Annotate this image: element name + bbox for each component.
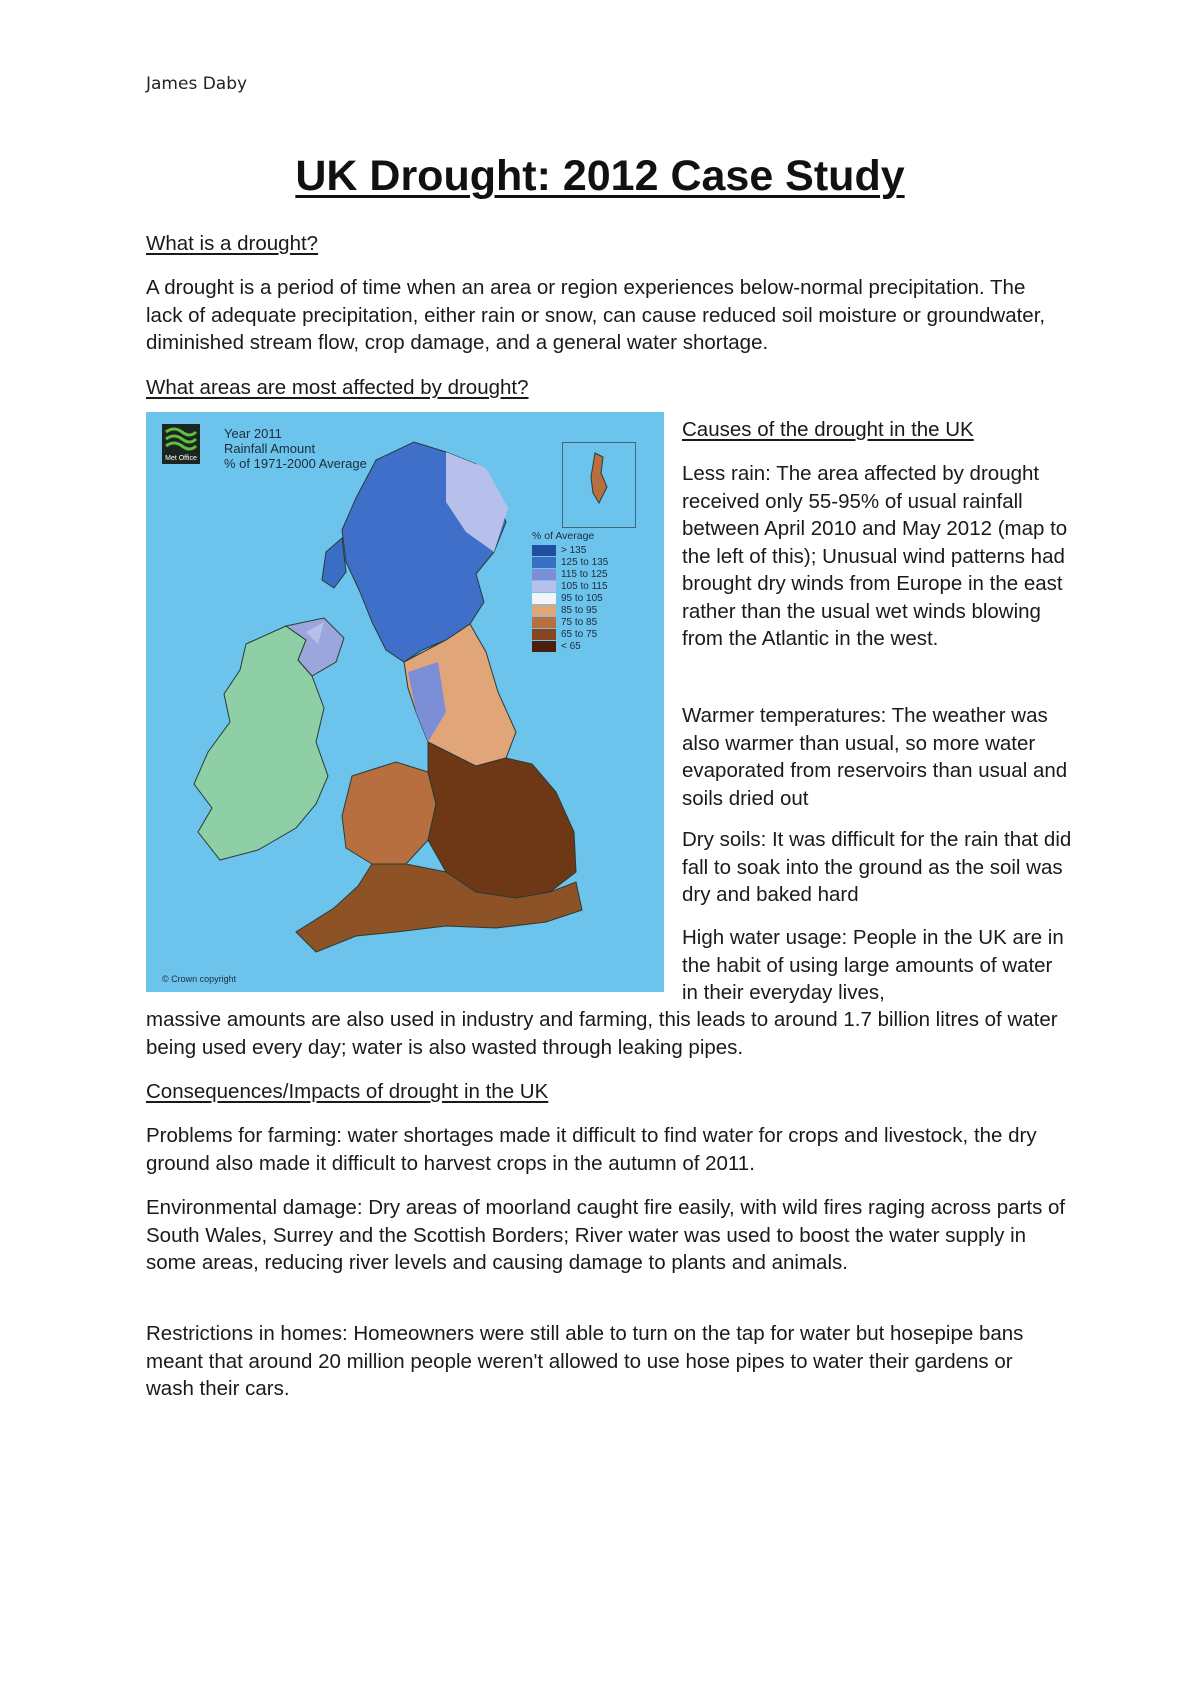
- map-label-line: Rainfall Amount: [224, 441, 316, 456]
- author-name: James Daby: [146, 74, 248, 94]
- heading-what-is-drought: What is a drought?: [146, 232, 319, 255]
- logo-waves-icon: [162, 424, 200, 452]
- paragraph-dry-soils: Dry soils: It was difficult for the rain that did fall to soak into the ground as the soil was dry and baked hard: [682, 828, 1072, 906]
- legend-item: [532, 616, 608, 628]
- legend-label: 115 to 125: [561, 568, 608, 580]
- page-title: UK Drought: 2012 Case Study: [295, 152, 905, 200]
- map-legend: [532, 530, 608, 652]
- legend-swatch: [532, 641, 556, 652]
- legend-item: [532, 640, 608, 652]
- legend-label: 75 to 85: [561, 616, 598, 628]
- paragraph-farming: Problems for farming: water shortages made it difficult to find water for crops and livestock, the dry ground also made it difficult to harvest crops in the autumn of 2011.: [146, 1124, 1037, 1175]
- paragraph-high-water-usage: High water usage: People in the UK are in the habit of using large amounts of water in their everyday lives,: [682, 926, 1064, 1004]
- legend-swatch: [532, 605, 556, 616]
- shetland-map-graphic: [563, 443, 635, 527]
- legend-swatch: [532, 593, 556, 604]
- heading-causes: Causes of the drought in the UK: [682, 418, 974, 441]
- rainfall-map: [146, 412, 664, 992]
- map-label-line: % of 1971-2000 Average: [224, 456, 367, 471]
- legend-title: % of Average: [532, 530, 595, 542]
- legend-label: 125 to 135: [561, 556, 609, 568]
- legend-swatch: [532, 557, 556, 568]
- legend-item: [532, 556, 608, 568]
- met-office-logo: [162, 424, 200, 464]
- legend-swatch: [532, 617, 556, 628]
- paragraph-less-rain: Less rain: The area affected by drought received only 55-95% of usual rainfall between April 2010 and May 2012 (map to the left of this); Unusual wind patterns had brought dry winds from Europe in the east rather than the usual wet winds blowing from the Atlantic in the west.: [682, 462, 1068, 650]
- legend-item: [532, 544, 608, 556]
- paragraph-environmental-damage: Environmental damage: Dry areas of moorland caught fire easily, with wild fires raging across parts of South Wales, Surrey and the Scottish Borders; River water was used to boost the water supply in some areas, reducing river levels and causing damage to plants and animals.: [146, 1196, 1066, 1274]
- legend-label: 85 to 95: [561, 604, 598, 616]
- legend-swatch: [532, 545, 556, 556]
- heading-areas-affected: What areas are most affected by drought?: [146, 376, 529, 399]
- legend-item: [532, 580, 608, 592]
- legend-label: 105 to 115: [561, 580, 608, 592]
- legend-swatch: [532, 569, 556, 580]
- legend-item: [532, 592, 608, 604]
- legend-swatch: [532, 581, 556, 592]
- map-label-line: Year 2011: [224, 426, 282, 441]
- paragraph-warmer-temperatures: Warmer temperatures: The weather was also warmer than usual, so more water evaporated from reservoirs than usual and soils dried out: [682, 704, 1068, 810]
- legend-label: 95 to 105: [561, 592, 603, 604]
- legend-label: > 135: [561, 544, 587, 556]
- legend-item: [532, 604, 608, 616]
- logo-text: Met Office: [165, 455, 197, 462]
- legend-label: < 65: [561, 640, 581, 652]
- map-copyright: © Crown copyright: [162, 974, 237, 984]
- heading-consequences: Consequences/Impacts of drought in the UK: [146, 1080, 549, 1103]
- legend-item: [532, 628, 608, 640]
- map-label: [224, 426, 367, 471]
- legend-label: 65 to 75: [561, 628, 598, 640]
- shetland-inset: [562, 442, 636, 528]
- paragraph-high-water-usage-continued: massive amounts are also used in industry and farming, this leads to around 1.7 billion litres of water being used every day; water is also wasted through leaking pipes.: [146, 1008, 1058, 1059]
- legend-item: [532, 568, 608, 580]
- paragraph-drought-definition: A drought is a period of time when an area or region experiences below-normal precipitation. The lack of adequate precipitation, either rain or snow, can cause reduced soil moisture or groundwater, diminished stream flow, crop damage, and a general water shortage.: [146, 276, 1046, 354]
- paragraph-restrictions-homes: Restrictions in homes: Homeowners were still able to turn on the tap for water but hosepipe bans meant that around 20 million people weren't allowed to use hose pipes to water their gardens or wash their cars.: [146, 1322, 1024, 1400]
- legend-swatch: [532, 629, 556, 640]
